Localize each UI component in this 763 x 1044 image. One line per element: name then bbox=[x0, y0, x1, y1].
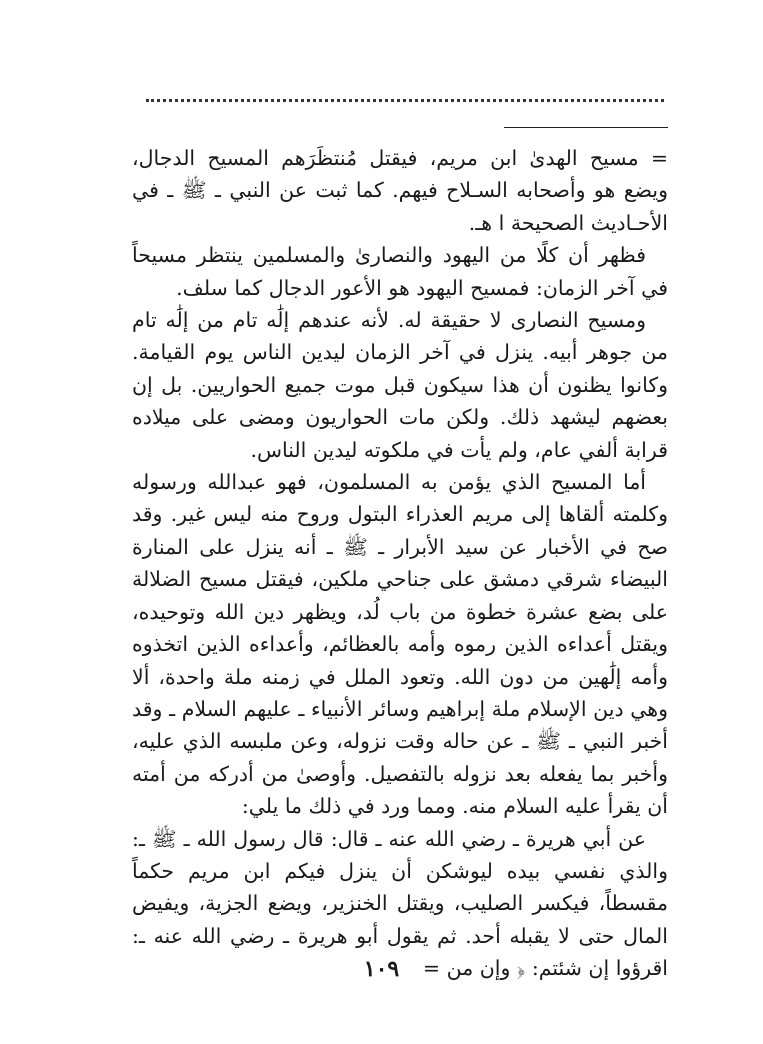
page-number: ١٠٩ bbox=[363, 956, 400, 982]
paragraph-3: أما المسيح الذي يؤمن به المسلمون، فهو عبدالله ورسوله وكلمته ألقاها إلى مريم العذراء البتول وروح منه ليس غير. وقد صح في الأخبار عن سيد الأبرار ـ ﷺ ـ أنه ينزل على المنارة البيضاء شرقي دمشق على جناحي ملكين، فيقتل مسيح الضلالة على بضع عشرة خطوة من باب لُد، ويظهر دين الله وتوحيده، ويقتل أعداءه الذين رموه وأمه بالعظائم، وأعداءه الذين اتخذوه وأمه إلَٰهين من دون الله. وتعود الملل في زمنه ملة واحدة، ألا وهي دين الإسلام ملة إبراهيم وسائر الأنبياء ـ عليهم السلام ـ وقد أخبر النبي ـ ﷺ ـ عن حاله وقت نزوله، وعن ملبسه الذي عليه، وأخبر بما يفعله بعد نزوله بالتفصيل. وأوصىٰ من أدركه من أمته أن يقرأ عليه السلام منه. ومما ورد في ذلك ما يلي: bbox=[132, 470, 668, 819]
body-text bbox=[132, 142, 668, 985]
header-dotted-rule bbox=[146, 99, 664, 102]
paragraph-1: فظهر أن كلًا من اليهود والنصارىٰ والمسلمين ينتظر مسيحاً في آخر الزمان: فمسيح اليهود هو الأعور الدجال كما سلف. bbox=[132, 243, 668, 300]
paragraph-2: ومسيح النصارى لا حقيقة له. لأنه عندهم إلَٰه تام من إلَٰه تام من جوهر أبيه. ينزل في آخر الزمان ليدين الناس يوم القيامة. وكانوا يظنون أن هذا سيكون قبل موت جميع الحواريين. بل إن بعضهم ليشهد ذلك. ولكن مات الحواريون ومضى على ميلاده قرابة ألفي عام، ولم يأت في ملكوته ليدين الناس. bbox=[132, 308, 668, 462]
continued-text: = مسيح الهدىٰ ابن مريم، فيقتل مُنتظَرَهم المسيح الدجال، ويضع هو وأصحابه السـلاح فيهم. كما ثبت عن النبي ـ ﷺ ـ في الأحـاديث الصحيحة ا هـ. bbox=[132, 146, 668, 235]
paragraph-4: عن أبي هريرة ـ رضي الله عنه ـ قال: قال رسول الله ـ ﷺ ـ: والذي نفسي بيده ليوشكن أن ينزل فيكم ابن مريم حكماً مقسطاً، فيكسر الصليب، ويقتل الخنزير، ويضع الجزية، ويفيض المال حتى لا يقبله أحد. ثم يقول أبو هريرة ـ رضي الله عنه ـ: اقرؤوا إن شئتم: ﴿ وإن من = bbox=[132, 826, 668, 981]
footnote-separator-rule bbox=[504, 127, 668, 128]
